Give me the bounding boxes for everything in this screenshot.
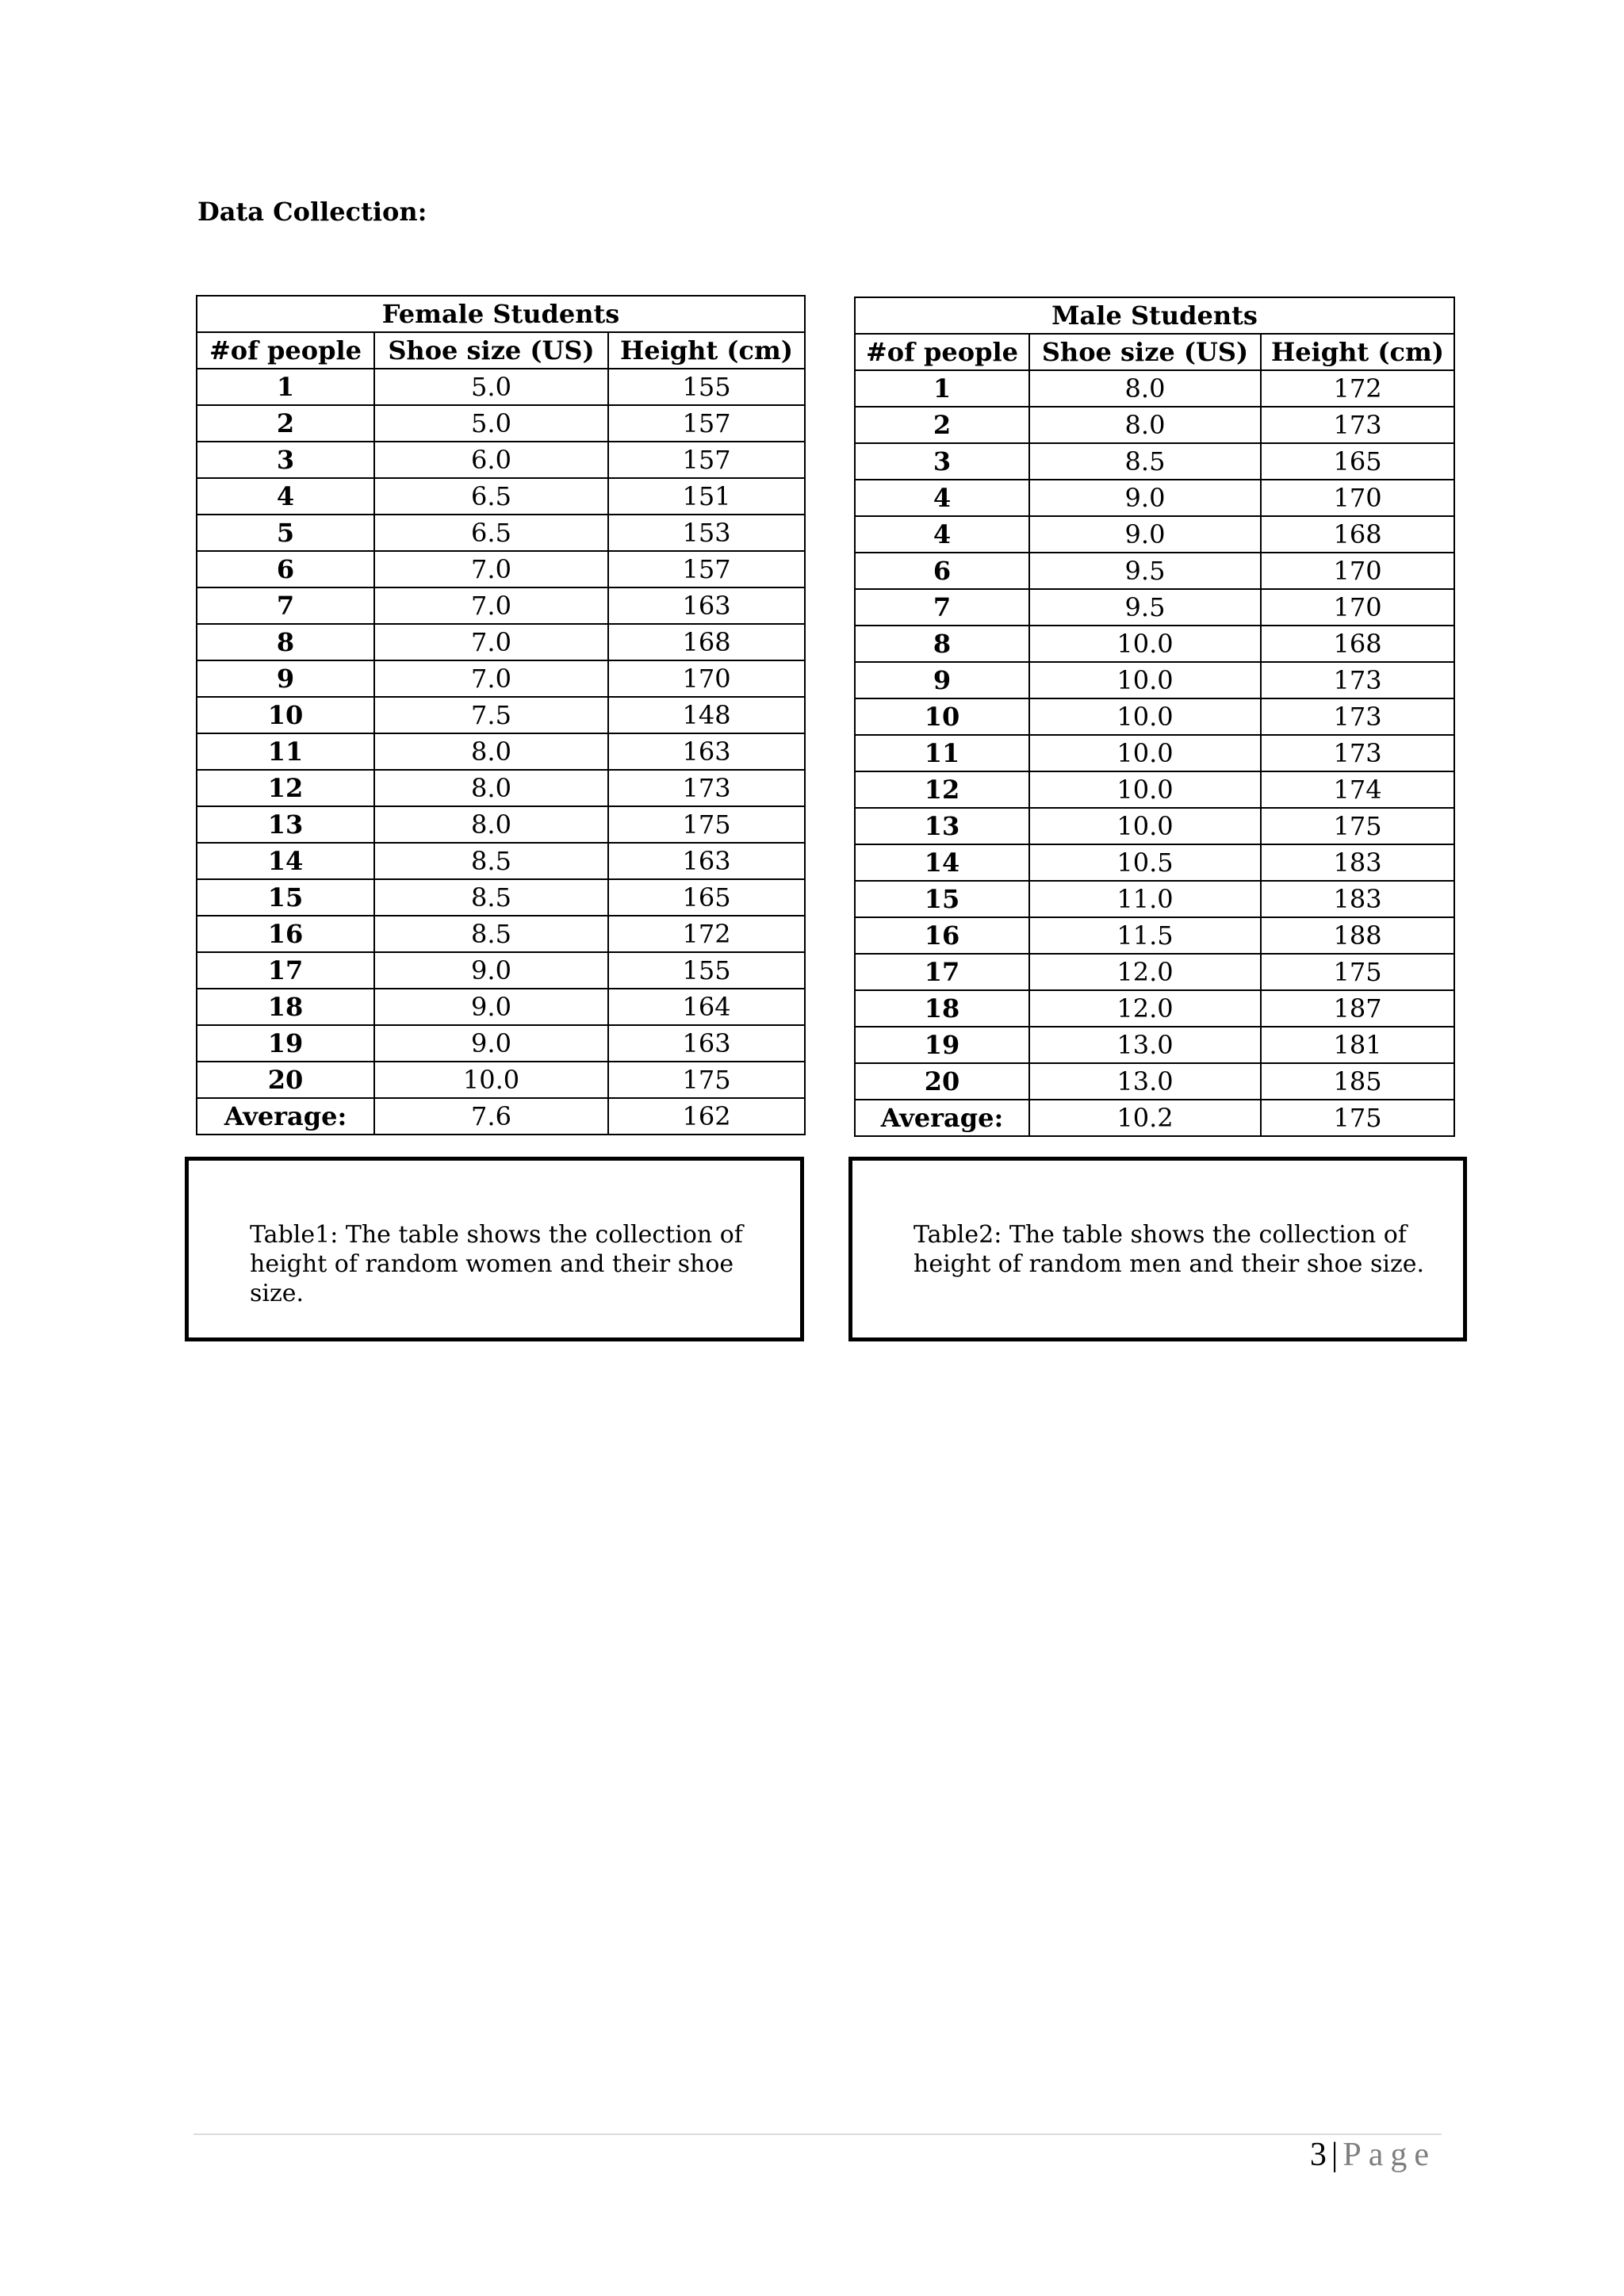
female-table-body: [197, 369, 805, 1135]
height-cell: 170: [1261, 553, 1454, 589]
table-row: [197, 624, 805, 660]
table-title: Male Students: [855, 297, 1454, 334]
shoe-size-cell: 13.0: [1029, 1063, 1261, 1100]
row-number-cell: 1: [855, 370, 1029, 407]
table-row: [855, 844, 1454, 881]
table-row: [855, 516, 1454, 553]
shoe-size-cell: 8.0: [374, 806, 608, 843]
height-cell: 165: [608, 879, 805, 916]
shoe-size-cell: 13.0: [1029, 1027, 1261, 1063]
shoe-size-cell: 10.0: [1029, 626, 1261, 662]
height-cell: 173: [608, 770, 805, 806]
height-cell: 181: [1261, 1027, 1454, 1063]
row-number-cell: 18: [197, 989, 374, 1025]
section-heading: Data Collection:: [197, 197, 427, 227]
shoe-size-cell: 10.0: [1029, 808, 1261, 844]
table-row: [197, 733, 805, 770]
shoe-size-cell: 8.5: [374, 879, 608, 916]
shoe-size-cell: 5.0: [374, 405, 608, 442]
shoe-size-cell: 10.0: [1029, 771, 1261, 808]
row-number-cell: 6: [855, 553, 1029, 589]
footer-separator: |: [1331, 2137, 1339, 2173]
row-number-cell: 3: [197, 442, 374, 478]
height-cell: 170: [1261, 589, 1454, 626]
average-row: [197, 1098, 805, 1135]
height-cell: 168: [608, 624, 805, 660]
height-cell: 157: [608, 551, 805, 587]
table-row: [197, 952, 805, 989]
height-cell: 172: [608, 916, 805, 952]
shoe-size-cell: 7.0: [374, 551, 608, 587]
height-cell: 172: [1261, 370, 1454, 407]
shoe-size-cell: 7.0: [374, 660, 608, 697]
row-number-cell: 16: [197, 916, 374, 952]
height-cell: 155: [608, 952, 805, 989]
height-cell: 183: [1261, 844, 1454, 881]
row-number-cell: 7: [197, 587, 374, 624]
height-cell: 175: [1261, 808, 1454, 844]
table-row: [197, 478, 805, 515]
table-row: [197, 369, 805, 405]
table-row: [197, 660, 805, 697]
column-header-shoe-size: Shoe size (US): [374, 332, 608, 369]
shoe-size-cell: 7.0: [374, 587, 608, 624]
height-cell: 174: [1261, 771, 1454, 808]
shoe-size-cell: 6.5: [374, 515, 608, 551]
shoe-size-cell: 8.0: [1029, 370, 1261, 407]
table-row: [197, 806, 805, 843]
column-header-height: Height (cm): [608, 332, 805, 369]
table-row: [855, 553, 1454, 589]
row-number-cell: 3: [855, 443, 1029, 480]
row-number-cell: 2: [197, 405, 374, 442]
height-cell: 188: [1261, 917, 1454, 954]
average-label: Average:: [855, 1100, 1029, 1136]
height-cell: 148: [608, 697, 805, 733]
height-cell: 163: [608, 843, 805, 879]
height-cell: 163: [608, 1025, 805, 1062]
female-table-caption-box: [185, 1157, 804, 1341]
row-number-cell: 12: [855, 771, 1029, 808]
female-students-table: [196, 295, 806, 1135]
row-number-cell: 15: [197, 879, 374, 916]
table-row: [855, 1027, 1454, 1063]
row-number-cell: 18: [855, 990, 1029, 1027]
table-row: [197, 587, 805, 624]
table-row: [855, 370, 1454, 407]
row-number-cell: 15: [855, 881, 1029, 917]
row-number-cell: 4: [197, 478, 374, 515]
row-number-cell: 10: [197, 697, 374, 733]
average-shoe-size: 10.2: [1029, 1100, 1261, 1136]
male-table-caption: Table2: The table shows the collection of height of random men and their shoe size.: [914, 1221, 1425, 1278]
row-number-cell: 4: [855, 516, 1029, 553]
height-cell: 170: [1261, 480, 1454, 516]
table-row: [197, 1062, 805, 1098]
shoe-size-cell: 9.0: [374, 952, 608, 989]
table-row: [197, 697, 805, 733]
shoe-size-cell: 12.0: [1029, 954, 1261, 990]
page-label: Page: [1342, 2137, 1436, 2173]
row-number-cell: 17: [197, 952, 374, 989]
row-number-cell: 4: [855, 480, 1029, 516]
row-number-cell: 17: [855, 954, 1029, 990]
height-cell: 157: [608, 442, 805, 478]
height-cell: 163: [608, 587, 805, 624]
row-number-cell: 20: [855, 1063, 1029, 1100]
row-number-cell: 1: [197, 369, 374, 405]
height-cell: 173: [1261, 735, 1454, 771]
column-header-people: #of people: [855, 334, 1029, 370]
row-number-cell: 19: [197, 1025, 374, 1062]
row-number-cell: 5: [197, 515, 374, 551]
height-cell: 155: [608, 369, 805, 405]
height-cell: 165: [1261, 443, 1454, 480]
table-row: [855, 626, 1454, 662]
table-row: [855, 881, 1454, 917]
shoe-size-cell: 10.0: [1029, 662, 1261, 698]
shoe-size-cell: 8.5: [374, 843, 608, 879]
shoe-size-cell: 6.0: [374, 442, 608, 478]
height-cell: 183: [1261, 881, 1454, 917]
shoe-size-cell: 11.5: [1029, 917, 1261, 954]
shoe-size-cell: 8.0: [374, 770, 608, 806]
table-row: [197, 989, 805, 1025]
shoe-size-cell: 7.5: [374, 697, 608, 733]
table-row: [855, 1063, 1454, 1100]
height-cell: 175: [608, 1062, 805, 1098]
table-row: [855, 808, 1454, 844]
row-number-cell: 13: [855, 808, 1029, 844]
page-footer: [1310, 2136, 1436, 2174]
shoe-size-cell: 9.0: [374, 989, 608, 1025]
page-number: 3: [1309, 2137, 1327, 2173]
table-title: Female Students: [197, 296, 805, 332]
table-row: [855, 589, 1454, 626]
row-number-cell: 9: [855, 662, 1029, 698]
shoe-size-cell: 5.0: [374, 369, 608, 405]
row-number-cell: 16: [855, 917, 1029, 954]
row-number-cell: 20: [197, 1062, 374, 1098]
table-row: [197, 515, 805, 551]
height-cell: 173: [1261, 698, 1454, 735]
male-table-caption-box: [848, 1157, 1467, 1341]
table-row: [855, 443, 1454, 480]
male-table-body: [855, 370, 1454, 1136]
shoe-size-cell: 7.0: [374, 624, 608, 660]
row-number-cell: 9: [197, 660, 374, 697]
table-row: [855, 917, 1454, 954]
table-row: [197, 551, 805, 587]
height-cell: 151: [608, 478, 805, 515]
average-height: 175: [1261, 1100, 1454, 1136]
height-cell: 163: [608, 733, 805, 770]
table-row: [855, 771, 1454, 808]
row-number-cell: 10: [855, 698, 1029, 735]
table-row: [197, 879, 805, 916]
row-number-cell: 8: [197, 624, 374, 660]
row-number-cell: 19: [855, 1027, 1029, 1063]
shoe-size-cell: 9.5: [1029, 589, 1261, 626]
table-row: [197, 442, 805, 478]
shoe-size-cell: 8.5: [1029, 443, 1261, 480]
shoe-size-cell: 9.0: [1029, 480, 1261, 516]
row-number-cell: 2: [855, 407, 1029, 443]
shoe-size-cell: 8.0: [374, 733, 608, 770]
footer-divider: [193, 2133, 1442, 2135]
table-row: [197, 916, 805, 952]
height-cell: 187: [1261, 990, 1454, 1027]
table-row: [855, 990, 1454, 1027]
shoe-size-cell: 6.5: [374, 478, 608, 515]
average-shoe-size: 7.6: [374, 1098, 608, 1135]
height-cell: 173: [1261, 662, 1454, 698]
row-number-cell: 14: [855, 844, 1029, 881]
height-cell: 173: [1261, 407, 1454, 443]
average-row: [855, 1100, 1454, 1136]
height-cell: 175: [608, 806, 805, 843]
table-row: [855, 480, 1454, 516]
height-cell: 175: [1261, 954, 1454, 990]
row-number-cell: 11: [855, 735, 1029, 771]
row-number-cell: 12: [197, 770, 374, 806]
table-row: [855, 698, 1454, 735]
table-row: [197, 1025, 805, 1062]
average-label: Average:: [197, 1098, 374, 1135]
height-cell: 164: [608, 989, 805, 1025]
shoe-size-cell: 9.5: [1029, 553, 1261, 589]
column-header-people: #of people: [197, 332, 374, 369]
female-table-caption: Table1: The table shows the collection of height of random women and their shoe size.: [250, 1221, 743, 1307]
table-row: [197, 405, 805, 442]
shoe-size-cell: 11.0: [1029, 881, 1261, 917]
shoe-size-cell: 8.5: [374, 916, 608, 952]
row-number-cell: 11: [197, 733, 374, 770]
height-cell: 168: [1261, 516, 1454, 553]
row-number-cell: 6: [197, 551, 374, 587]
shoe-size-cell: 10.0: [374, 1062, 608, 1098]
male-students-table: [854, 297, 1455, 1137]
column-header-height: Height (cm): [1261, 334, 1454, 370]
row-number-cell: 13: [197, 806, 374, 843]
shoe-size-cell: 9.0: [1029, 516, 1261, 553]
table-row: [197, 843, 805, 879]
height-cell: 185: [1261, 1063, 1454, 1100]
shoe-size-cell: 10.0: [1029, 735, 1261, 771]
average-height: 162: [608, 1098, 805, 1135]
height-cell: 170: [608, 660, 805, 697]
column-header-shoe-size: Shoe size (US): [1029, 334, 1261, 370]
height-cell: 168: [1261, 626, 1454, 662]
row-number-cell: 8: [855, 626, 1029, 662]
height-cell: 153: [608, 515, 805, 551]
shoe-size-cell: 9.0: [374, 1025, 608, 1062]
shoe-size-cell: 10.0: [1029, 698, 1261, 735]
table-row: [855, 954, 1454, 990]
table-row: [197, 770, 805, 806]
table-row: [855, 407, 1454, 443]
shoe-size-cell: 12.0: [1029, 990, 1261, 1027]
shoe-size-cell: 10.5: [1029, 844, 1261, 881]
row-number-cell: 14: [197, 843, 374, 879]
shoe-size-cell: 8.0: [1029, 407, 1261, 443]
table-row: [855, 735, 1454, 771]
row-number-cell: 7: [855, 589, 1029, 626]
table-row: [855, 662, 1454, 698]
height-cell: 157: [608, 405, 805, 442]
